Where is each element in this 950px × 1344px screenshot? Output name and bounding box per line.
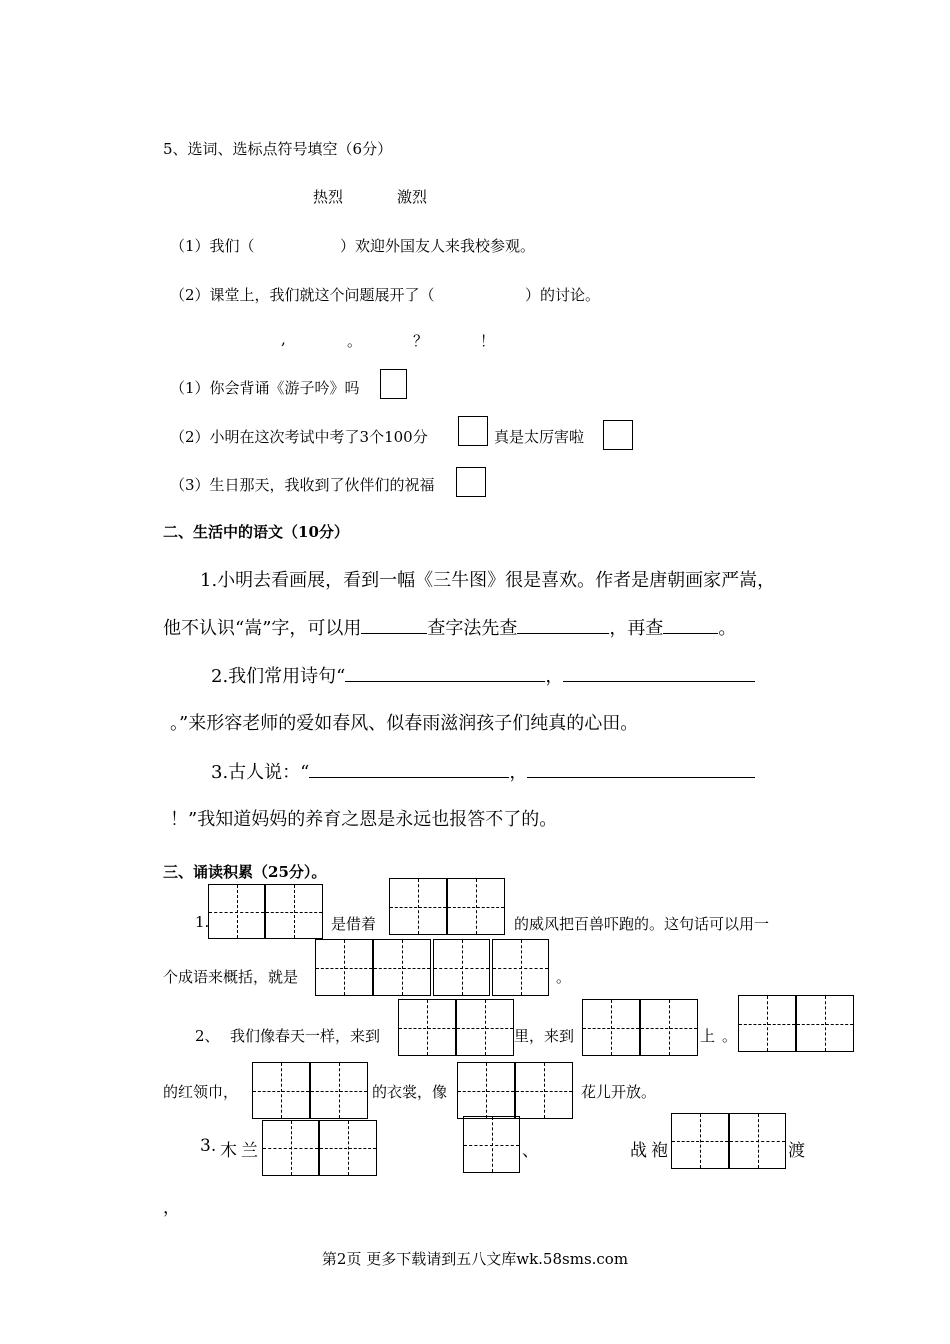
punct-answer-box[interactable]: [456, 467, 486, 497]
q5-sentence-1-start: （1）我们（: [170, 237, 255, 255]
punct-answer-box[interactable]: [458, 416, 488, 446]
sec3-q3-text-a: 木兰: [220, 1141, 262, 1161]
answer-blank[interactable]: [663, 615, 718, 634]
sec3-q3-text-c: 战袍: [630, 1141, 672, 1161]
sec3-q2-text-d: 。: [722, 1027, 738, 1045]
page-footer: 第2页 更多下载请到五八文库wk.58sms.com: [321, 1250, 629, 1268]
answer-blank[interactable]: [517, 615, 609, 634]
sec3-q1-text-a: 是借着: [331, 915, 377, 933]
q5-punct-sentence-2-end: 真是太厉害啦: [494, 428, 585, 446]
tianzige-box[interactable]: [671, 1113, 729, 1169]
tianzige-box[interactable]: [398, 999, 456, 1056]
sec2-q2-line1: [211, 662, 755, 688]
tianzige-box[interactable]: [208, 884, 265, 939]
word-option-2: 激烈: [397, 188, 428, 206]
tianzige-box[interactable]: [433, 939, 490, 996]
tianzige-box[interactable]: [796, 995, 854, 1052]
punct-answer-box[interactable]: [380, 369, 407, 399]
sec3-q3-text-b: 、: [522, 1141, 539, 1161]
tianzige-box[interactable]: [265, 884, 323, 939]
tianzige-box[interactable]: [315, 939, 373, 996]
tianzige-box[interactable]: [456, 999, 514, 1056]
sec2-q3-comma: ，: [509, 762, 528, 783]
answer-blank[interactable]: [563, 663, 755, 682]
sec2-q3-line2: ！”我知道妈妈的养育之恩是永远也报答不了的。: [170, 809, 558, 830]
tianzige-box[interactable]: [373, 939, 431, 996]
sec3-q3-text-e: ，: [163, 1198, 180, 1218]
tianzige-box[interactable]: [447, 878, 505, 935]
sec2-q1-text-c: ，再查: [609, 618, 664, 639]
sec3-q3-number: 3.: [200, 1136, 217, 1156]
word-option-1: 热烈: [313, 188, 344, 206]
sec3-q2-text-e: 的红领巾，: [163, 1083, 239, 1101]
sec3-q1-text-c: 个成语来概括，就是: [163, 968, 299, 986]
punct-option: ？: [413, 332, 429, 350]
tianzige-box[interactable]: [492, 939, 549, 996]
tianzige-box[interactable]: [262, 1120, 319, 1176]
q5-title: 5、选词、选标点符号填空（6分）: [163, 140, 393, 158]
answer-blank[interactable]: [345, 663, 545, 682]
tianzige-box[interactable]: [515, 1062, 573, 1119]
tianzige-box[interactable]: [738, 995, 796, 1052]
tianzige-box[interactable]: [319, 1120, 377, 1176]
sec3-q1-number: 1.: [195, 913, 210, 931]
section-2-title: 二、生活中的语文（10分）: [163, 523, 349, 541]
punct-option: 。: [347, 332, 363, 350]
sec3-q1-text-d: 。: [556, 968, 572, 986]
sec3-q2-text-f: 的衣裳，像: [372, 1083, 448, 1101]
tianzige-box[interactable]: [463, 1116, 520, 1173]
punct-answer-box[interactable]: [603, 420, 633, 450]
tianzige-box[interactable]: [582, 999, 640, 1056]
sec2-q2-line2: 。”来形容老师的爱如春风、似春雨滋润孩子们纯真的心田。: [170, 713, 639, 734]
tianzige-box[interactable]: [389, 878, 447, 935]
sec2-q3-text-a: 3.古人说：“: [211, 762, 310, 783]
tianzige-box[interactable]: [252, 1062, 310, 1119]
answer-blank[interactable]: [361, 615, 427, 634]
q5-sentence-2-end: ）的讨论。: [525, 286, 601, 304]
q5-punct-sentence-3: （3）生日那天，我收到了伙伴们的祝福: [170, 476, 435, 494]
sec2-q2-comma: ，: [545, 666, 564, 687]
punct-option: ！: [480, 332, 496, 350]
sec2-q1-text-d: 。: [718, 618, 737, 639]
section-3-title: 三、诵读积累（25分）。: [163, 863, 327, 881]
tianzige-box[interactable]: [640, 999, 698, 1056]
q5-sentence-1-end: ）欢迎外国友人来我校参观。: [340, 237, 536, 255]
q5-sentence-2-start: （2）课堂上，我们就这个问题展开了（: [170, 286, 435, 304]
q5-punct-sentence-1: （1）你会背诵《游子吟》吗: [170, 379, 360, 397]
sec2-q1-text-b: 查字法先查: [427, 618, 518, 639]
sec3-q1-text-b: 的威风把百兽吓跑的。这句话可以用一: [514, 915, 770, 933]
answer-blank[interactable]: [527, 759, 755, 778]
tianzige-box[interactable]: [729, 1113, 786, 1169]
sec3-q3-text-d: 渡: [788, 1141, 805, 1161]
sec3-q2-number: 2、: [195, 1027, 220, 1045]
sec2-q1-text-a: 他不认识“嵩”字，可以用: [163, 618, 362, 639]
sec2-q1-line2: [163, 614, 736, 640]
q5-punct-sentence-2-start: （2）小明在这次考试中考了3个100分: [170, 428, 428, 446]
tianzige-box[interactable]: [457, 1062, 515, 1119]
sec2-q2-text-a: 2.我们常用诗句“: [211, 666, 346, 687]
sec2-q1-line1: 1.小明去看画展，看到一幅《三牛图》很是喜欢。作者是唐朝画家严嵩，: [200, 570, 776, 591]
sec3-q2-text-a: 我们像春天一样，来到: [230, 1027, 381, 1045]
sec3-q2-text-c: 上: [700, 1027, 716, 1045]
punct-option: ,: [281, 330, 286, 348]
sec3-q2-text-g: 花儿开放。: [581, 1083, 657, 1101]
tianzige-box[interactable]: [310, 1062, 368, 1119]
sec3-q2-text-b: 里，来到: [514, 1027, 575, 1045]
sec2-q3-line1: [211, 758, 755, 784]
answer-blank[interactable]: [309, 759, 509, 778]
